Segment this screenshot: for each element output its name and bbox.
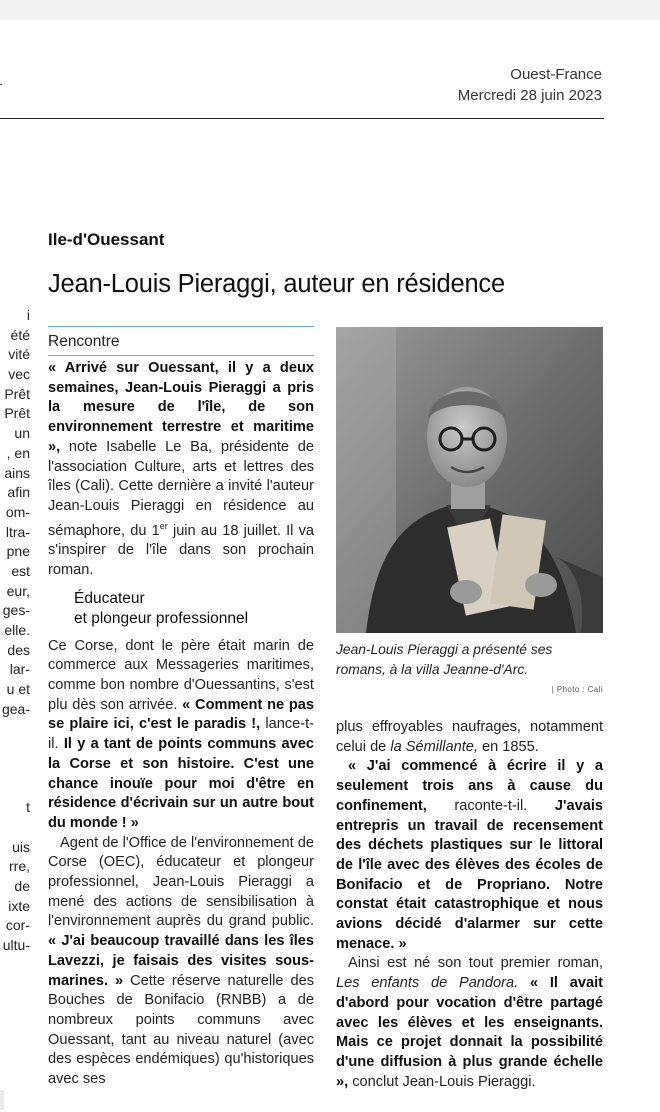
article-column-2 xyxy=(336,718,603,1092)
fragment-line: i xyxy=(26,307,30,323)
fragment-line: elle. xyxy=(4,622,30,638)
fragment-line: rre, xyxy=(9,858,30,875)
fragment-line: vité xyxy=(8,346,30,363)
fragment-line: été xyxy=(10,326,30,343)
fragment-line: de xyxy=(14,877,30,894)
scan-edge xyxy=(0,1090,4,1110)
fragment-line: Prêt xyxy=(4,385,30,402)
fragment-line xyxy=(0,719,30,739)
masthead xyxy=(458,64,602,106)
photo-caption: Jean-Louis Pieraggi a présenté ses romans, à la villa Jeanne-d'Arc. xyxy=(336,642,553,677)
fragment-line: gea- xyxy=(1,700,30,717)
previous-article-fragment xyxy=(0,306,30,956)
paragraph-2: Ce Corse, dont le père était marin de commerce aux Messageries maritimes, comme bon nombre d'Ouessantins, s'est plu dès son arrivée. « Comment ne pas se plaire ici, c'est le paradis !, lance-t-il. Il y a tant de points communs avec la Corse et son histoire. C'est une chance inouïe pour moi d'être en résidence d'écrivain sur un autre bout du monde ! » xyxy=(48,637,315,831)
paragraph-5: « J'ai commencé à écrire il y a seulement trois ans à cause du confinement, raconte-t-il. J'avais entrepris un travail de recensement des déchets plastiques sur le littoral de l'île avec des élèves des écoles de Bonifacio et de Propriano. Notre constat était catastrophique et nous avions décidé d'alarmer sur cette menace. » xyxy=(336,758,603,952)
author-photo xyxy=(336,327,603,633)
fragment-line: ltra- xyxy=(5,523,30,540)
fragment-line xyxy=(0,759,30,779)
fragment-line: om- xyxy=(5,503,30,520)
article-column-1 xyxy=(48,326,314,1090)
newspaper-name: Ouest-France xyxy=(510,66,602,83)
fragment-line xyxy=(0,779,30,799)
subheading: Éducateur et plongeur professionnel xyxy=(74,589,249,627)
paragraph-intro: « Arrivé sur Ouessant, il y a deux semaines, Jean-Louis Pieraggi a pris la mesure de l'île, de son environnement terrestre et maritime », note Isabelle Le Ba, présidente de l'association Culture, arts et lettres des îles (Cali). Cette dernière a invité l'auteur Jean-Louis Pieraggi en résidence au sémaphore, du 1er juin au 18 juillet. Il va s'inspirer de l'île dans son prochain roman. xyxy=(48,360,314,578)
headline: Jean-Louis Pieraggi, auteur en résidence xyxy=(48,270,505,298)
paragraph-4: plus effroyables naufrages, notamment celui de la Sémillante, en 1855. xyxy=(336,719,603,755)
fragment-line: t xyxy=(26,799,30,816)
fragment-line: u et xyxy=(6,681,30,698)
fragment-line: cor- xyxy=(5,917,30,934)
publication-date: Mercredi 28 juin 2023 xyxy=(457,87,602,104)
fragment-line: , en xyxy=(6,444,30,461)
header-rule xyxy=(0,118,604,119)
scan-top-band xyxy=(0,0,660,34)
edge-mark xyxy=(0,84,2,85)
fragment-line: ges- xyxy=(2,602,30,619)
photo-credit: | Photo : Cali xyxy=(551,685,603,694)
rubric-rule-bottom xyxy=(48,355,314,356)
fragment-line: ixte xyxy=(8,897,30,914)
section-title: Ile-d'Ouessant xyxy=(48,230,165,249)
fragment-line xyxy=(0,818,30,838)
fragment-line: uis xyxy=(12,838,30,855)
fragment-line: eur, xyxy=(6,582,30,599)
fragment-line: est xyxy=(11,562,30,579)
fragment-line xyxy=(0,739,30,759)
fragment-line: ultu- xyxy=(2,937,30,953)
paragraph-3: Agent de l'Office de l'environnement de Corse (OEC), éducateur et plongeur professionnel, Jean-Louis Pieraggi a mené des actions de sensibilisation à l'environnement auprès du grand public. « J'ai beaucoup travaillé dans les îles Lavezzi, je faisais des visites sous-marines. » Cette réserve naturelle des Bouches de Bonifacio (RNBB) a de nombreux points communs avec Ouessant, tant au niveau naturel (avec des espèces endémiques) qu'historiques avec ses xyxy=(48,834,314,1088)
fragment-line: lar- xyxy=(9,661,30,678)
paragraph-6: Ainsi est né son tout premier roman, Les enfants de Pandora. « Il avait d'abord pour vocation d'être partagé avec les élèves et les enseignants. Mais ce projet donnait la possibilité d'une diffusion à plus grande échelle », conclut Jean-Louis Pieraggi. xyxy=(336,955,603,1090)
fragment-line: des xyxy=(7,641,30,658)
fragment-line: vec xyxy=(8,366,30,383)
fragment-line: Prêt xyxy=(4,405,30,422)
fragment-line: ains xyxy=(4,464,30,481)
rubric-label: Rencontre xyxy=(48,333,120,350)
fragment-line: pne xyxy=(6,543,30,560)
fragment-line: un xyxy=(14,425,30,442)
fragment-line: afin xyxy=(7,484,30,501)
